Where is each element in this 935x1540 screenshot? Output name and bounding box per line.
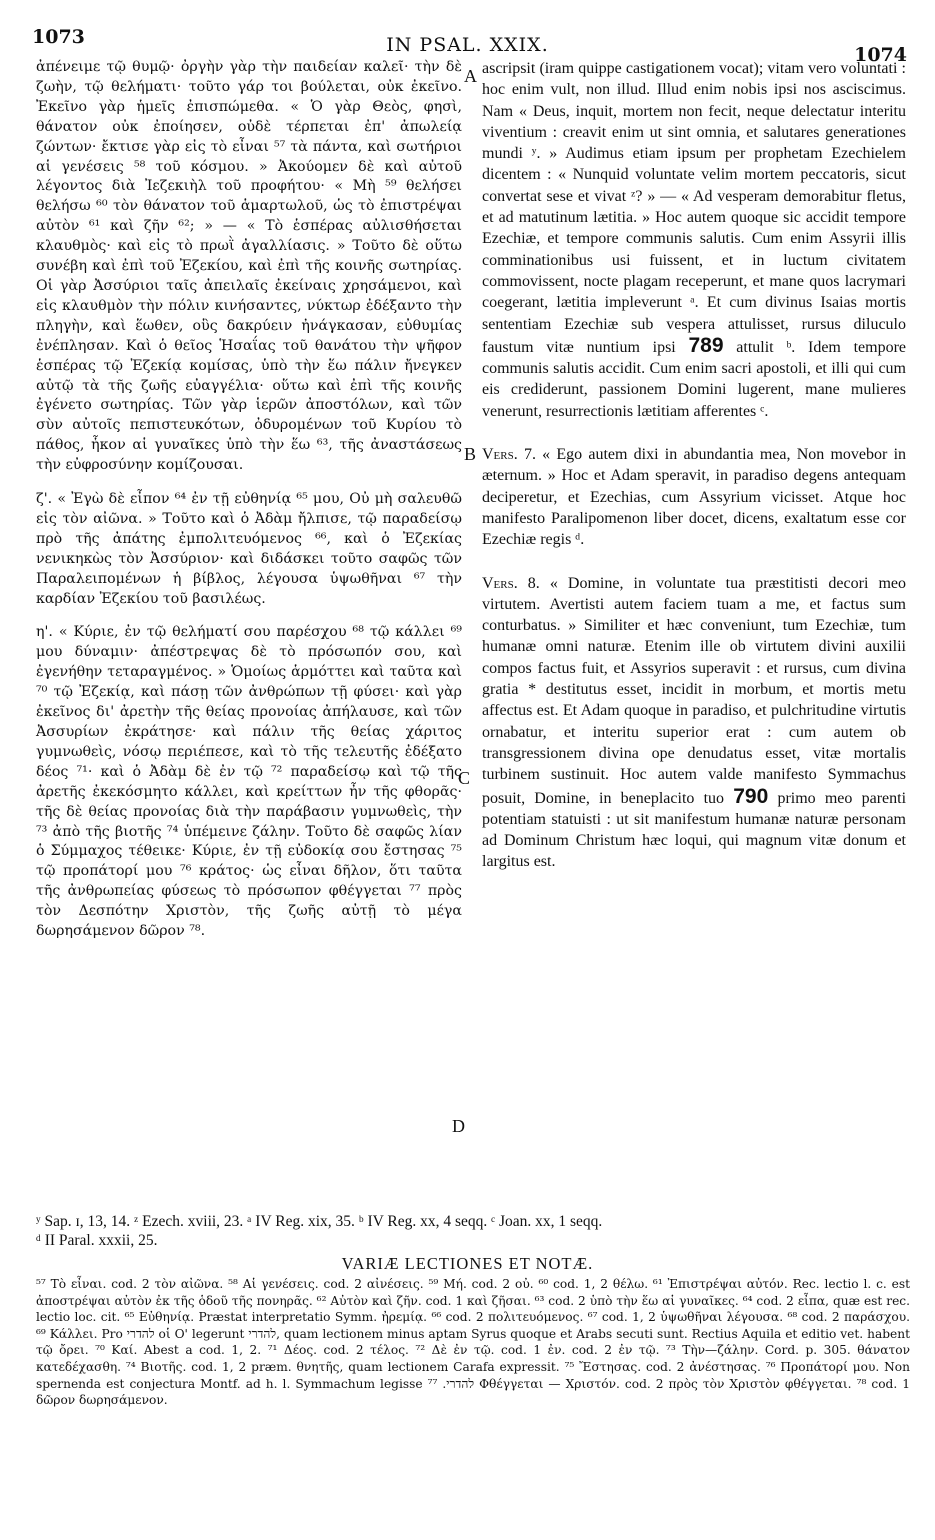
column-reference-number: 790: [733, 784, 769, 808]
column-reference-number: 789: [688, 333, 724, 357]
variae-text: ⁵⁷ Τὸ εἶναι. cod. 2 τὸν αἰῶνα. ⁵⁸ Αἱ γενέσεις. cod. 2 αἰνέσεις. ⁵⁹ Μή. cod. 2 οὐ. ⁶⁰ cod. 1, 2 θέλω. ⁶¹ Ἐπιστρέψαι αὐτόν. Rec. lectio l. c. est ἀποστρέψαι αὐτὸν ἐκ τῆς ὁδοῦ τῆς πονηρᾶς. ⁶² Αὐτὸν καὶ ζῆν. cod. 1 καὶ ζῆσαι. ⁶³ cod. 2 ὑπὸ τὴν ἕω αἱ γυναῖκες. ⁶⁴ cod. 2 εἶπα, quæ est rec. lectio loc. cit. ⁶⁵ Εὐθηνίᾳ. Præstat interpretatio Symm. ἠρεμίᾳ. ⁶⁶ cod. 2 πολιτευόμενος. ⁶⁷ cod. 1, 2 ὑψωθῆναι λέγουσα. ⁶⁸ cod. 2 παράσχου. ⁶⁹ Κάλλει. Pro להדרי οἱ Ο' legerunt להדרי, quam lectionem minus aptam Syrus quoque et Arabs secuti sunt. Rectius Aquila et editio vet. habent τῷ ὄρει. ⁷⁰ Καί. Abest a cod. 1, 2. ⁷¹ Δέος. cod. 2 τέλος. ⁷² Δὲ ἐν τῷ. cod. 1 ἐν. cod. 2 ἐν τῷ. ⁷³ Τὴν—ζάλην. Cord. p. 305. θάνατον κατεδέχασθη. ⁷⁴ Βιοτῆς. cod. 1, 2 præm. θνητῆς, quam lectionem Carafa expressit. ⁷⁵ Ἔστησας. cod. 2 ἀνέστησας. ⁷⁶ Προπάτορί μου. Non spernenda est conjectura Montf. ad h. l. Symmachum legisse להדרי. ⁷⁷ Φθέγγεται — Χριστόν. cod. 2 πρὸς τὸν Χριστὸν φθέγγεται. ⁷⁸ cod. 1 δῶρον δωρησάμενον.: [36, 1277, 910, 1408]
latin-paragraph: [482, 58, 906, 422]
running-header: [0, 26, 935, 66]
verse-label: Vers. 8.: [482, 574, 540, 592]
margin-letter-d: D: [452, 1116, 465, 1136]
greek-paragraph: ἀπένειμε τῷ θυμῷ· ὀργὴν γὰρ τὴν παιδείαν καλεῖ· τὴν δὲ ζωὴν, τῷ θελήματι· τοῦτο γάρ τοι βούλεται, οὐκ ἐκεῖνο. Ἐκεῖνο γὰρ ἡμεῖς ἐπισπώμεθα. « Ὁ γὰρ Θεὸς, φησὶ, θάνατον οὐκ ἐποίησεν, οὐδὲ τέρπεται ἐπ' ἀπωλείᾳ ζώντων· ἔκτισε γὰρ εἰς τὸ εἶναι ⁵⁷ τὰ πάντα, καὶ σωτήριοι αἱ γενέσεις ⁵⁸ τοῦ κόσμου. » Ἀκούομεν δὲ καὶ αὐτοῦ λέγοντος διὰ Ἰεζεκιὴλ τοῦ προφήτου· « Μὴ ⁵⁹ θελήσει θελήσω ⁶⁰ τὸν θάνατον τοῦ ἁμαρτωλοῦ, ὡς τὸ ἐπιστρέψαι αὐτὸν ⁶¹ καὶ ζῆν ⁶²; » — « Τὸ ἑσπέρας αὐλισθήσεται κλαυθμὸς· καὶ εἰς τὸ πρωῒ ἀγαλλίασις. » Τοῦτο δὲ οὕτω συνέβη καὶ ἐπὶ τοῦ Ἐζεκίου, καὶ ἐπὶ τῆς κοινῆς σωτηρίας. Οἱ γὰρ Ἀσσύριοι ταῖς ἀπειλαῖς ἐκείναις χρησάμενοι, καὶ εἰς κλαυθμὸν τὴν πόλιν κινήσαντες, νύκτωρ ἐδέξαντο τὴν πληγὴν, καὶ ἕωθεν, οὓς δακρύειν ἠνάγκασαν, εὐθυμίας ἐνέπλησαν. Καὶ ὁ θεῖος Ἡσαΐας τοῦ θανάτου τὴν ψῆφον ἑσπέρας τῷ Ἐζεκίᾳ κομίσας, ὑπὸ τὴν ἕω πάλιν ἤνεγκεν αὐτῷ τὰ τῆς ζωῆς εὐαγγέλια· οὕτω καὶ ἐπὶ τῆς κοινῆς ἐγένετο σωτηρίας. Τῶν γὰρ ἱερῶν ἀποστόλων, καὶ τῶν σὺν αὐτοῖς πεπιστευκότων, ὀδυρομένων τοῦ Κυρίου τὸ πάθος, ἧκον αἱ γυναῖκες ὑπὸ τὴν ἕω ⁶³, τῆς ἀναστάσεως τὴν εὐφροσύνην κομίζουσαι.: [36, 59, 462, 474]
greek-paragraph: η'. « Κύριε, ἐν τῷ θελήματί σου παρέσχου ⁶⁸ τῷ κάλλει ⁶⁹ μου δύναμιν· ἀπέστρεψας δὲ τὸ πρόσωπόν σου, καὶ ἐγενήθην τεταραγμένος. » Ὁμοίως ἁρμόττει καὶ ταῦτα καὶ ⁷⁰ τῷ Ἐζεκίᾳ, καὶ πάσῃ τῶν ἀνθρώπων τῇ φύσει· καὶ γὰρ ἐκεῖνος δι' ἀρετὴν τῆς θείας προνοίας ἀπήλαυσε, καὶ τῶν Ἀσσυρίων ἐκράτησε· καὶ πάλιν τῆς θείας χάριτος γυμνωθεὶς, νόσῳ περιέπεσε, καὶ τὸ τῆς τελευτῆς ἐδέξατο δέος ⁷¹· καὶ ὁ Ἀδὰμ δὲ ἐν τῷ ⁷² παραδείσῳ καὶ τῷ τῆς ἀρετῆς ἐκεκόσμητο κάλλει, καὶ κρείττων ἦν τῆς φθορᾶς· τῆς δὲ θείας προνοίας διὰ τὴν παράβασιν γυμνωθεὶς, τὴν ⁷³ ἀπὸ τῆς βιοτῆς ⁷⁴ ὑπέμεινε ζάλην. Τοῦτο δὲ σαφῶς λίαν ὁ Σύμμαχος τέθεικε· Κύριε, ἐν τῇ εὐδοκίᾳ σου ἔστησας ⁷⁵ τῷ προπάτορί μου ⁷⁶ κράτος· ὡς εἶναι δῆλον, ὅτι ταῦτα τῆς ἀνθρωπείας φύσεως τὸ πρόσωπον φθέγγεται ⁷⁷ πρὸς τὸν Δεσπότην Χριστὸν, τῆς ζωῆς αὐτῇ τὸ μέγα δωρησάμενον δῶρον ⁷⁸.: [36, 624, 462, 940]
latin-text: attulit ᵇ. Idem tempore communis salutis accidit. Cum enim sacri apostoli, et illi qui cum eis crediderunt, passionem Domini lugerent, mane mulieres venerunt, resurrectionis lætitiam afferentes ᶜ.: [482, 338, 907, 420]
variae-notes: [36, 1276, 910, 1409]
page-number-right: 1074: [854, 44, 907, 66]
scripture-references: [36, 1212, 906, 1250]
latin-paragraph: [482, 444, 906, 550]
reference-line: ᵈ II Paral. xxxii, 25.: [36, 1232, 158, 1249]
reference-line: ʸ Sap. ɪ, 13, 14. ᶻ Ezech. xviii, 23. ᵃ IV Reg. xix, 35. ᵇ IV Reg. xx, 4 seqq. ᶜ Joan. xx, 1 seqq.: [36, 1213, 603, 1230]
variae-title: VARIÆ LECTIONES ET NOTÆ.: [341, 1254, 594, 1273]
margin-letter-b: B: [464, 444, 477, 464]
latin-paragraph: [482, 573, 906, 873]
margin-letter-a: A: [464, 66, 477, 86]
latin-text: ascripsit (iram quippe castigationem vocat); vitam vero voluntati : hoc enim vult, non illud. Illud enim nobis ipsi nos asciscimus. Nam « Deus, inquit, mortem non fecit, neque delectatur interitu viventium : creavit enim ut sint omnia, et salutares generationes mundi ʸ. » Audimus etiam ipsum per prophetam Ezechielem dicentem : « Nunquid voluntate velim mortem peccatoris, sicut convertat sese et vivat ᶻ? » — « Ad vesperam demorabitur fletus, et ad matutinum lætitia. » Hoc autem quoque sic accidit tempore Ezechiæ, et tempore communis salutis. Cum enim Assyrii illis comminationibus usi fuissent, et in luctum civitatem commovissent, nocte plagam receperunt, et mane quos lacrymari coegerant, lætitia impleverunt ᵃ. Et cum divinus Isaias mortis sententiam Ezechiæ sub vespera attulisset, rursus diluculo faustum vitæ nuntium ipsi: [482, 60, 906, 356]
verse-label: Vers. 7.: [482, 446, 536, 464]
greek-paragraph: ζ'. « Ἐγὼ δὲ εἶπον ⁶⁴ ἐν τῇ εὐθηνίᾳ ⁶⁵ μου, Οὐ μὴ σαλευθῶ εἰς τὸν αἰῶνα. » Τοῦτο καὶ ὁ Ἀδὰμ ἤλπισε, τῷ παραδείσῳ πρὸ τῆς ἀπάτης ἐμπολιτευόμενος ⁶⁶, καὶ ὁ Ἐζεκίας νενικηκὼς τὸν Ἀσσύριον· καὶ διδάσκει τοῦτο σαφῶς τῶν Παραλειπομένων ἡ βίβλος, λέγουσα ὑψωθῆναι ⁶⁷ τὴν καρδίαν Ἐζεκίου τοῦ βασιλέως.: [36, 491, 462, 607]
latin-text: « Domine, in voluntate tua præstitisti decori meo virtutem. Avertisti autem faciem tuam a me, et factus sum conturbatus. » Similiter et hæc conveniunt, tum Ezechiæ, tum humanæ omni naturæ. Etenim ille ob virtutem divini auxilii compos factus fuit, et Assyrios superavit : et rursus, cum divina gratia * destitutus esset, incidit in morbum, et mortis metu affectus est. Et Adam quoque in paradiso, et pulchritudine virtutis ornabatur, et interitu superior erat : cum autem ob transgressionem divina ope denudatus esset, vitæ mortalis turbinem sustinuit. Hoc autem valde manifesto Symmachus posuit, Domine, in beneplacito tuo: [482, 574, 906, 807]
greek-column: [36, 58, 462, 942]
latin-column: [482, 58, 906, 873]
page-number-left: 1073: [32, 26, 85, 48]
margin-letter-c: C: [458, 768, 471, 788]
latin-text: primo meo parenti potentiam statuisti : ut sit manifestum humanæ naturæ personam ad Dominum Christum hæc loqui, qui magnum vitæ donum et largitus est.: [482, 789, 907, 871]
running-title: IN PSAL. XXIX.: [386, 34, 549, 56]
latin-text: « Ego autem dixi in abundantia mea, Non movebor in æternum. » Hoc et Adam speravit, in paradiso degens antequam deciperetur, et Ezechias, cum Assyrium vicisset. Atque hoc manifesto Paralipomenon liber docet, dicens, exaltatum esse cor Ezechiæ regis ᵈ.: [482, 446, 907, 549]
